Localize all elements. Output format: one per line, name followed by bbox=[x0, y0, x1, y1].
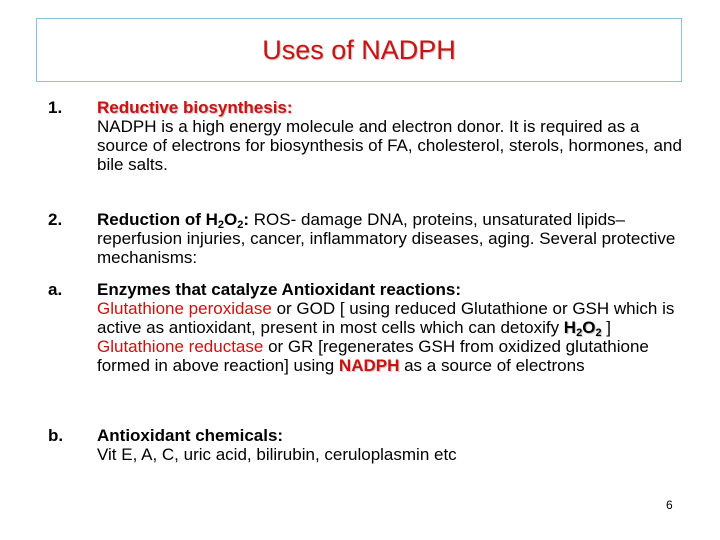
nadph-highlight: NADPH bbox=[338, 356, 400, 375]
gpx-name: Glutathione peroxidase bbox=[97, 299, 272, 318]
page-number: 6 bbox=[666, 498, 673, 512]
item-2b bbox=[97, 426, 687, 464]
item-2b-text: Vit E, A, C, uric acid, bilirubin, ceruloplasmin etc bbox=[97, 445, 457, 464]
item-2-intro: ROS- damage DNA, proteins, unsaturated lipids– reperfusion injuries, cancer, inflammatory diseases, aging. Several protective mechanisms: bbox=[97, 210, 676, 267]
h2o2-formula: $H_2O_2$ bbox=[563, 318, 602, 339]
gr-name: Glutathione reductase bbox=[97, 337, 264, 356]
item-2 bbox=[97, 210, 687, 267]
item-1-text: NADPH is a high energy molecule and electron donor. It is required as a source of electrons for biosynthesis of FA, cholesterol, sterols, hormones, and bile salts. bbox=[97, 117, 682, 174]
item-2a-label: a. bbox=[48, 280, 63, 299]
item-2a bbox=[97, 280, 687, 375]
item-2a-gr: Glutathione reductase or GR [regenerates GSH from oxidized glutathione formed in above reaction] using NADPH as a source of electrons bbox=[97, 337, 649, 375]
item-2a-heading: Enzymes that catalyze Antioxidant reactions: bbox=[97, 280, 462, 299]
item-2-number: 2. bbox=[48, 210, 63, 229]
item-2-heading: Reduction of $H_2O_2$: bbox=[97, 210, 250, 231]
slide-title: Uses of NADPH bbox=[262, 35, 456, 65]
title-box bbox=[36, 18, 682, 82]
item-2b-label: b. bbox=[48, 426, 64, 445]
item-1 bbox=[97, 98, 687, 174]
item-2b-heading: Antioxidant chemicals: bbox=[97, 426, 284, 445]
item-1-number: 1. bbox=[48, 98, 63, 117]
item-2a-gpx: Glutathione peroxidase or GOD [ using reduced Glutathione or GSH which is active as antioxidant, present in most cells which can detoxify $H_2O_2$ ] bbox=[97, 299, 675, 339]
item-1-heading: Reductive biosynthesis: bbox=[97, 98, 293, 117]
